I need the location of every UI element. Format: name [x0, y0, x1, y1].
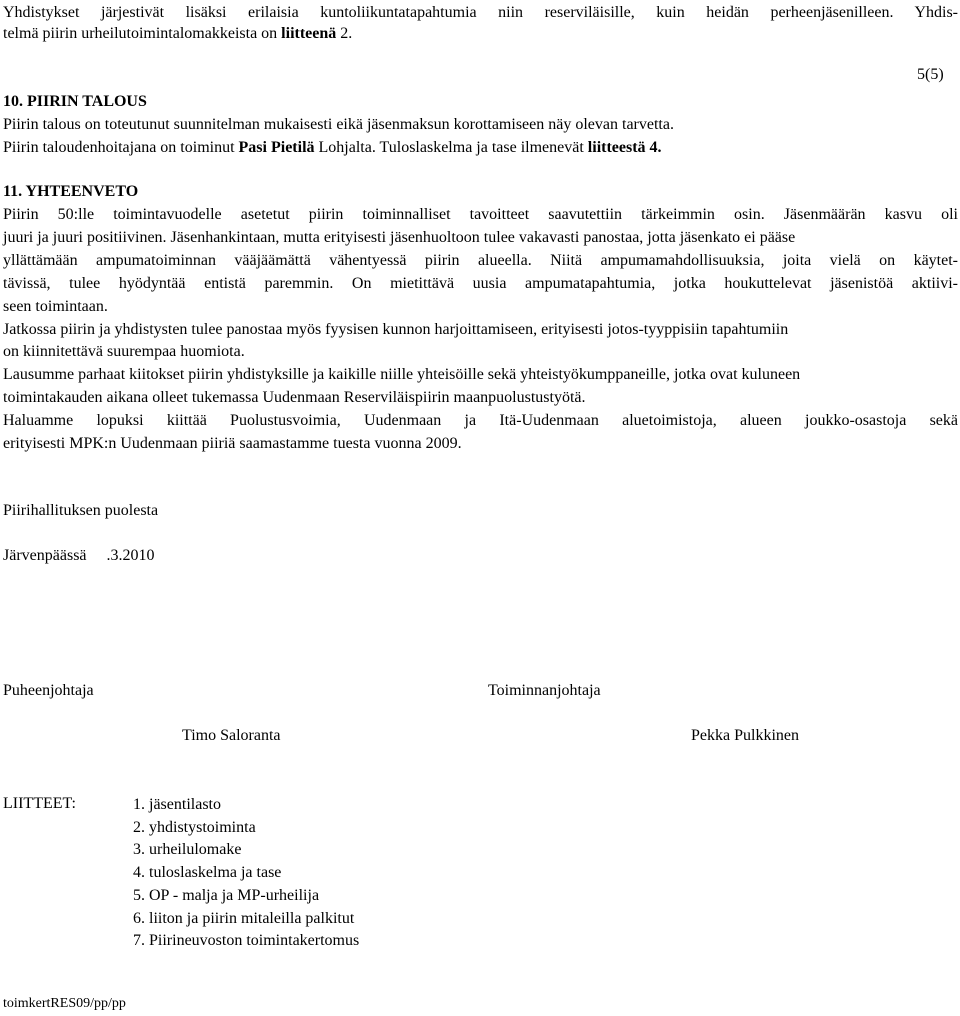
- attachment-number: 2.: [336, 25, 353, 42]
- intro-line-2-text: telmä piirin urheilutoimintalomakkeista on: [3, 25, 282, 42]
- attachment-item: 3. urheilulomake: [133, 841, 242, 858]
- section-11-line: Jatkossa piirin ja yhdistysten tulee panostaa myös fyysisen kunnon harjoittamiseen, erityisesti jotos-tyyppisiin tapahtumiin: [3, 321, 789, 338]
- section-11-line: yllättämään ampumatoiminnan vääjäämättä vähentyessä piirin alueella. Niitä ampumamahdollisuuksia, joita vielä on käytet-: [3, 252, 958, 269]
- attachment-item: 1. jäsentilasto: [133, 796, 221, 813]
- treasurer-name: Pasi Pietilä: [238, 139, 315, 156]
- attachment-item: 5. OP - malja ja MP-urheilija: [133, 887, 320, 904]
- role-executive-director: Toiminnanjohtaja: [488, 682, 601, 699]
- section-10-line-2: [3, 138, 662, 157]
- section-10-line-1: Piirin talous on toteutunut suunnitelman mukaisesti eikä jäsenmaksun korottamiseen näy olevan tarvetta.: [3, 116, 674, 133]
- page-number: 5(5): [917, 66, 944, 83]
- signer-name-chairman: Timo Saloranta: [182, 727, 281, 744]
- attachments-label: LIITTEET:: [3, 795, 76, 812]
- document-footer-code: toimkertRES09/pp/pp: [3, 996, 126, 1011]
- attachment-item: 4. tuloslaskelma ja tase: [133, 864, 282, 881]
- place-date: Järvenpäässä .3.2010: [3, 547, 155, 564]
- section-11-line: Haluamme lopuksi kiittää Puolustusvoimia, Uudenmaan ja Itä-Uudenmaan aluetoimistoja, alueen joukko-osastoja sekä: [3, 412, 958, 429]
- intro-line-2: [3, 24, 352, 43]
- attachment-item: 7. Piirineuvoston toimintakertomus: [133, 932, 360, 949]
- section-11-line: Lausumme parhaat kiitokset piirin yhdistyksille ja kaikille niille yhteisöille sekä yhteistyökumppaneille, jotka ovat kuluneen: [3, 366, 801, 383]
- section-11-line: seen toimintaan.: [3, 298, 108, 315]
- treasurer-text: Piirin taloudenhoitajana on toiminut: [3, 139, 239, 156]
- section-10-heading: 10. PIIRIN TALOUS: [3, 93, 147, 110]
- section-11-line: juuri ja juuri positiivinen. Jäsenhankintaan, mutta erityisesti jäsenhuoltoon tulee vakavasti panostaa, jotta jäsenkato ei pääse: [3, 229, 796, 246]
- section-11-line: Piirin 50:lle toimintavuodelle asetetut piirin toiminnalliset tavoitteet saavutettiin tärkeimmin osin. Jäsenmäärän kasvu oli: [3, 206, 958, 223]
- attachment-item: 2. yhdistystoiminta: [133, 819, 256, 836]
- attachment-item: 6. liiton ja piirin mitaleilla palkitut: [133, 910, 355, 927]
- section-11-line: erityisesti MPK:n Uudenmaan piiriä saamastamme tuesta vuonna 2009.: [3, 435, 462, 452]
- attachment-reference-4: liitteestä 4.: [587, 139, 662, 156]
- intro-line-1: Yhdistykset järjestivät lisäksi erilaisia kuntoliikuntatapahtumia niin reserviläisille, kuin heidän perheenjäsenilleen. Yhdis-: [3, 4, 958, 21]
- attachment-reference: liitteenä: [281, 25, 337, 42]
- section-11-heading: 11. YHTEENVETO: [3, 183, 139, 200]
- on-behalf-text: Piirihallituksen puolesta: [3, 502, 159, 519]
- signer-name-executive-director: Pekka Pulkkinen: [691, 727, 799, 744]
- treasurer-text-2: Lohjalta. Tuloslaskelma ja tase ilmenevät: [314, 139, 588, 156]
- role-chairman: Puheenjohtaja: [3, 682, 94, 699]
- section-11-line: toimintakauden aikana olleet tukemassa Uudenmaan Reserviläispiirin maanpuolustustyötä.: [3, 389, 586, 406]
- section-11-line: tävissä, tulee hyödyntää entistä paremmin. On mietittävä uusia ampumatapahtumia, jotka houkuttelevat jäsenistöä aktiivi-: [3, 275, 958, 292]
- section-11-line: on kiinnitettävä suurempaa huomiota.: [3, 343, 245, 360]
